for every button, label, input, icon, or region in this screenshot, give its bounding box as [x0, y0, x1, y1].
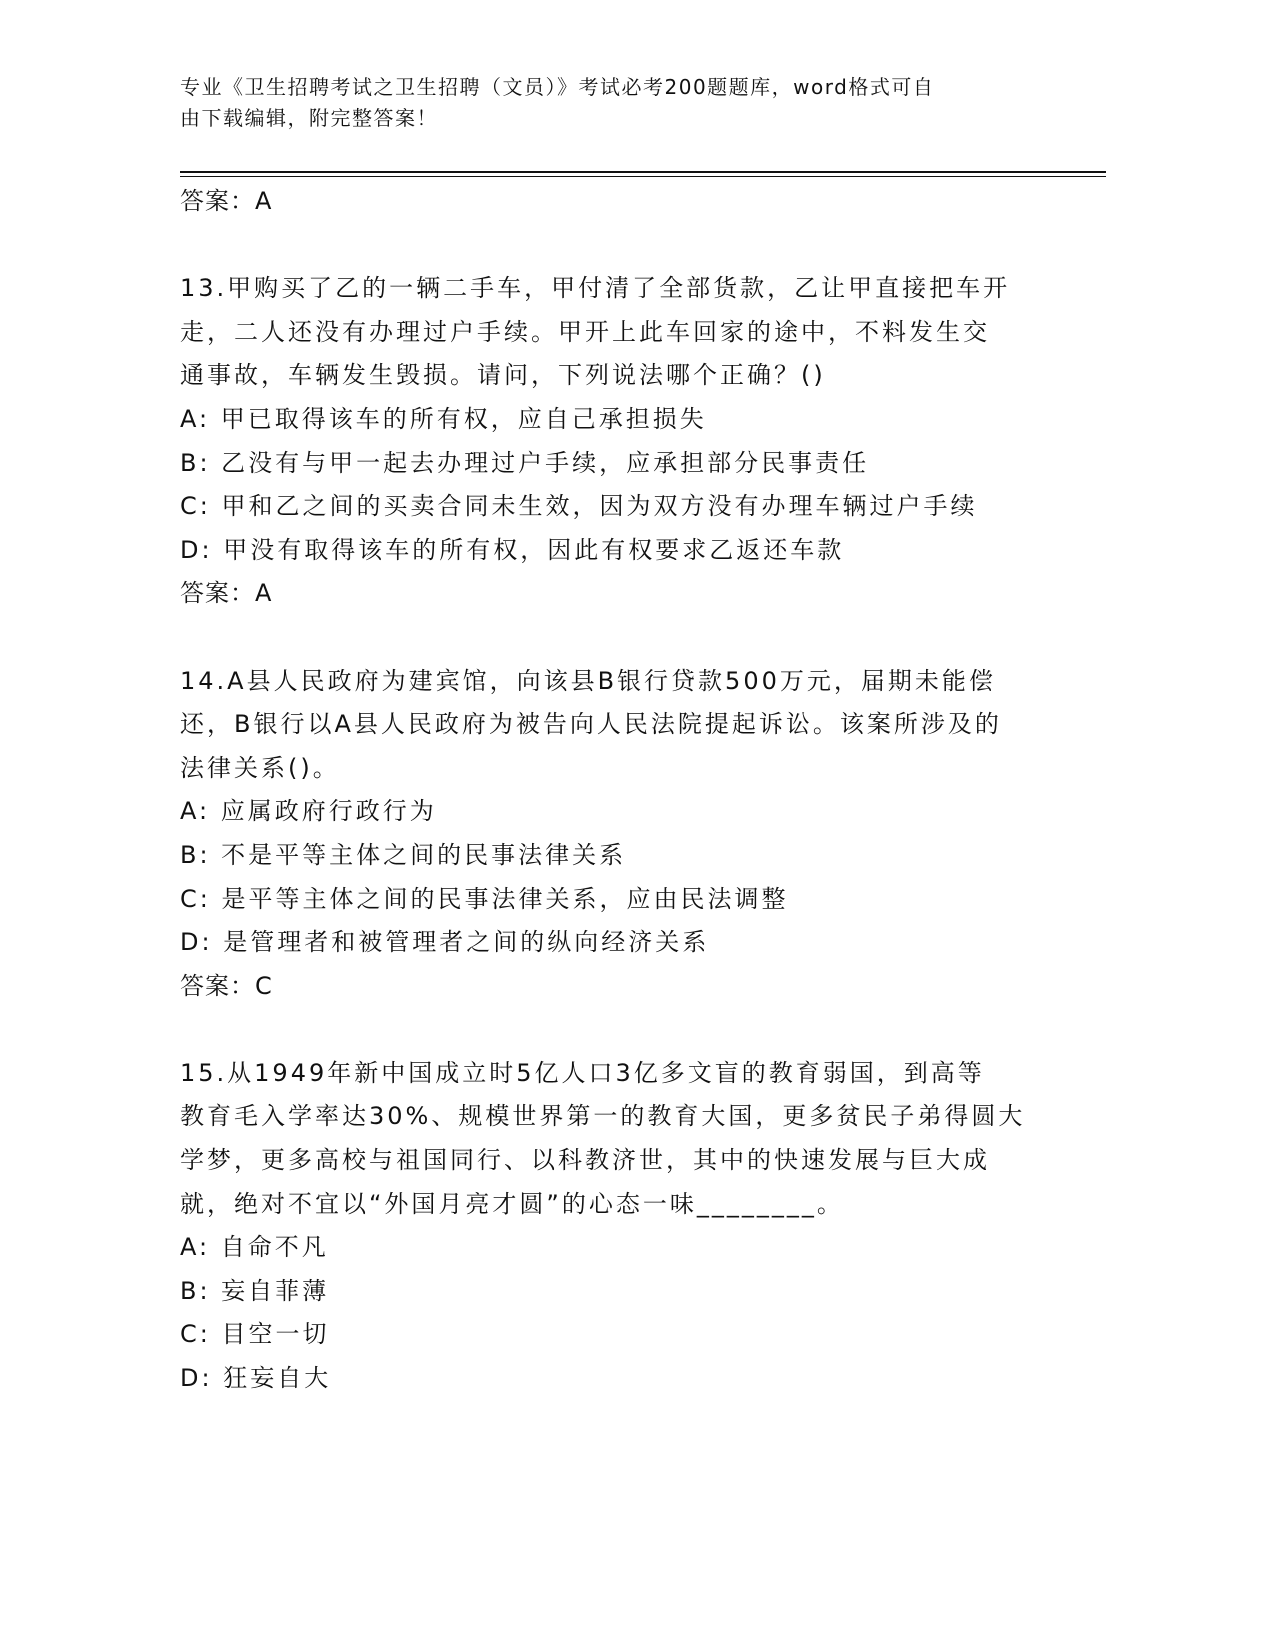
question-text: 法律关系()。 [180, 753, 340, 782]
header-rule-bottom [180, 176, 1106, 177]
question-text: 15.从1949年新中国成立时5亿人口3亿多文盲的教育弱国，到高等 [180, 1058, 985, 1087]
answer: 答案：A [180, 579, 273, 608]
option-c: C: 甲和乙之间的买卖合同未生效，因为双方没有办理车辆过户手续 [180, 492, 978, 521]
option-a: A: 自命不凡 [180, 1233, 329, 1262]
option-d: D: 狂妄自大 [180, 1364, 332, 1393]
question-13 [180, 267, 1025, 616]
option-a: A: 应属政府行政行为 [180, 797, 437, 826]
question-text: 14.A县人民政府为建宾馆，向该县B银行贷款500万元，届期未能偿 [180, 666, 996, 695]
answer: 答案：A [180, 187, 273, 215]
question-14 [180, 660, 1025, 1009]
question-text: 就，绝对不宜以“外国月亮才圆”的心态一味________。 [180, 1189, 844, 1218]
document-header [180, 72, 934, 134]
question-text: 还，B银行以A县人民政府为被告向人民法院提起诉讼。该案所涉及的 [180, 710, 1002, 739]
option-b: B: 乙没有与甲一起去办理过户手续，应承担部分民事责任 [180, 448, 870, 477]
question-text: 学梦，更多高校与祖国同行、以科教济世，其中的快速发展与巨大成 [180, 1146, 990, 1175]
answer: 答案：C [180, 971, 273, 1000]
header-line: 专业《卫生招聘考试之卫生招聘（文员）》考试必考200题题库，word格式可自 [180, 75, 935, 99]
option-d: D: 甲没有取得该车的所有权，因此有权要求乙返还车款 [180, 535, 845, 564]
question-text: 教育毛入学率达30%、规模世界第一的教育大国，更多贫民子弟得圆大 [180, 1102, 1026, 1131]
header-rule-top [180, 171, 1106, 173]
option-c: C: 是平等主体之间的民事法律关系，应由民法调整 [180, 884, 789, 913]
option-c: C: 目空一切 [180, 1320, 330, 1349]
document-body [180, 180, 1025, 1401]
question-text: 13.甲购买了乙的一辆二手车，甲付清了全部货款，乙让甲直接把车开 [180, 274, 1011, 303]
option-b: B: 不是平等主体之间的民事法律关系 [180, 840, 627, 869]
header-line: 由下载编辑，附完整答案！ [180, 106, 438, 130]
question-text: 走，二人还没有办理过户手续。甲开上此车回家的途中，不料发生交 [180, 317, 990, 346]
question-15 [180, 1052, 1025, 1401]
option-b: B: 妄自菲薄 [180, 1276, 330, 1305]
option-a: A: 甲已取得该车的所有权，应自己承担损失 [180, 404, 707, 433]
option-d: D: 是管理者和被管理者之间的纵向经济关系 [180, 928, 710, 957]
question-text: 通事故，车辆发生毁损。请问，下列说法哪个正确？() [180, 361, 826, 390]
